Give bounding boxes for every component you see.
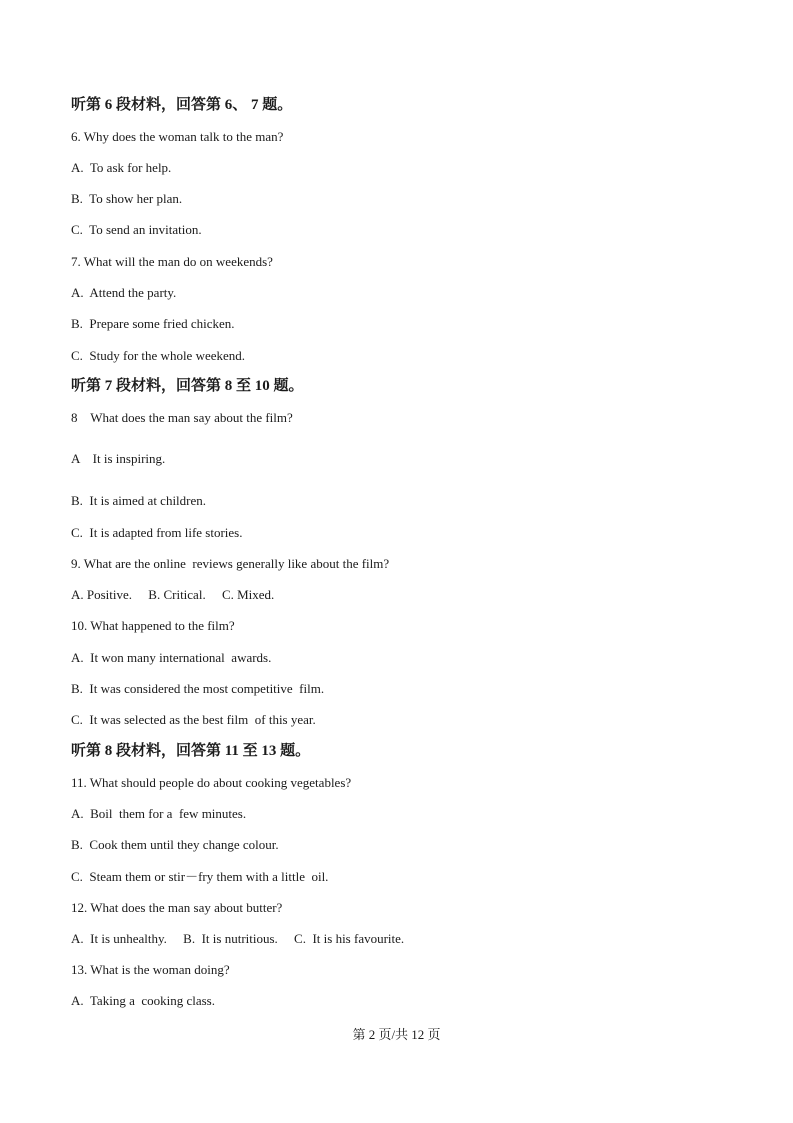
- q8-option-b: B. It is aimed at children.: [71, 493, 207, 508]
- question-8: 8 What does the man say about the film?: [71, 410, 293, 425]
- q6-option-c: C. To send an invitation.: [71, 222, 202, 237]
- section-heading-8: 听第 8 段材料，回答第 11 至 13 题。: [71, 743, 311, 759]
- question-11: 11. What should people do about cooking vegetables?: [71, 775, 352, 790]
- q10-option-c: C. It was selected as the best film of this year.: [71, 712, 316, 727]
- q6-option-b: B. To show her plan.: [71, 191, 183, 206]
- section-heading-7: 听第 7 段材料，回答第 8 至 10 题。: [71, 378, 304, 394]
- question-7: 7. What will the man do on weekends?: [71, 254, 273, 269]
- question-10: 10. What happened to the film?: [71, 618, 235, 633]
- q11-option-b: B. Cook them until they change colour.: [71, 837, 279, 852]
- q7-option-c: C. Study for the whole weekend.: [71, 348, 246, 363]
- question-13: 13. What is the woman doing?: [71, 962, 230, 977]
- q10-option-a: A. It won many international awards.: [71, 650, 272, 665]
- q12-options: A. It is unhealthy. B. It is nutritious. C. It is his favourite.: [71, 931, 405, 946]
- question-9: 9. What are the online reviews generally like about the film?: [71, 556, 390, 571]
- q7-option-b: B. Prepare some fried chicken.: [71, 316, 235, 331]
- q7-option-a: A. Attend the party.: [71, 285, 177, 300]
- question-12: 12. What does the man say about butter?: [71, 900, 283, 915]
- page-footer: 第 2 页/共 12 页: [352, 1027, 441, 1042]
- q11-option-c: C. Steam them or stir－fry them with a little oil.: [71, 869, 329, 884]
- section-heading-6: 听第 6 段材料，回答第 6、 7 题。: [71, 97, 293, 113]
- q6-option-a: A. To ask for help.: [71, 160, 172, 175]
- q13-option-a: A. Taking a cooking class.: [71, 993, 215, 1008]
- question-6: 6. Why does the woman talk to the man?: [71, 129, 284, 144]
- q11-option-a: A. Boil them for a few minutes.: [71, 806, 247, 821]
- q10-option-b: B. It was considered the most competitive film.: [71, 681, 325, 696]
- q8-option-a: A It is inspiring.: [71, 451, 166, 466]
- q8-option-c: C. It is adapted from life stories.: [71, 525, 243, 540]
- q9-options: A. Positive. B. Critical. C. Mixed.: [71, 587, 275, 602]
